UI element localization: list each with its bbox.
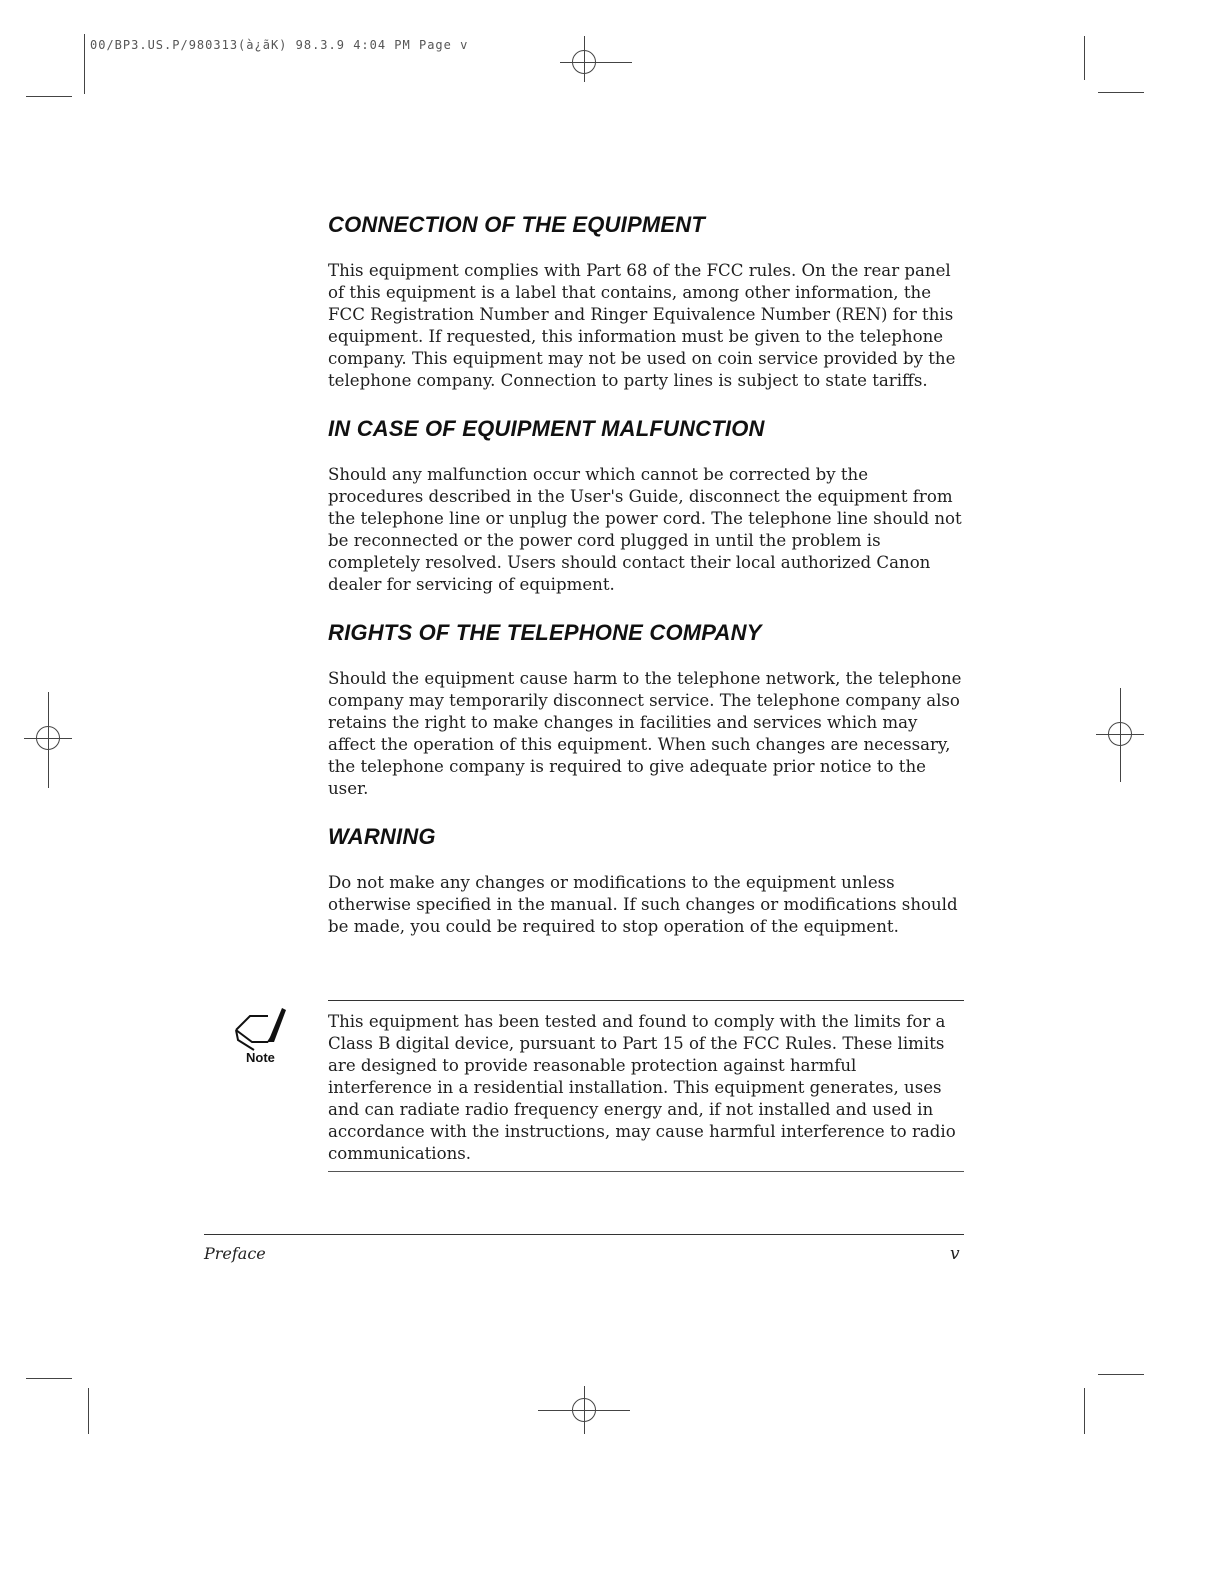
crop-mark-top-right-v	[1084, 36, 1085, 80]
crop-mark-bottom-right-h	[1098, 1374, 1144, 1375]
registration-mark-left	[36, 726, 60, 750]
note-label: Note	[246, 1050, 275, 1065]
crop-mark-bottom-right-v	[1084, 1388, 1085, 1434]
footer-rule	[204, 1234, 964, 1235]
registration-mark-bottom	[572, 1398, 596, 1422]
note-box	[328, 1000, 964, 1172]
registration-top-h	[560, 62, 632, 63]
section-heading-connection: CONNECTION OF THE EQUIPMENT	[328, 212, 705, 237]
slug-bar	[84, 34, 85, 94]
section-heading-malfunction: IN CASE OF EQUIPMENT MALFUNCTION	[328, 416, 765, 441]
registration-mark-right	[1108, 722, 1132, 746]
footer-page-number: v	[950, 1244, 960, 1264]
crop-mark-top-right-h	[1098, 92, 1144, 93]
section-body-connection: This equipment complies with Part 68 of the FCC rules. On the rear panel of this equipment is a label that contains, among other information, the FCC Registration Number and Ringer Equivalence Number (REN) for this equipment. If requested, this information must be given to the telephone company. This equipment may not be used on coin service provided by the telephone company. Connection to party lines is subject to state tariffs.	[328, 261, 956, 390]
section-body-warning: Do not make any changes or modifications to the equipment unless otherwise specified in the manual. If such changes or modifications should be made, you could be required to stop operation of the equipment.	[328, 873, 958, 936]
crop-mark-top-left	[26, 96, 72, 97]
footer-section-name: Preface	[204, 1244, 266, 1263]
section-body-malfunction: Should any malfunction occur which cannot be corrected by the procedures described in the User's Guide, disconnect the equipment from the telephone line or unplug the power cord. The telephone line should not be reconnected or the power cord plugged in until the problem is completely resolved. Users should contact their local authorized Canon dealer for servicing of equipment.	[328, 465, 962, 594]
section-heading-rights: RIGHTS OF THE TELEPHONE COMPANY	[328, 620, 762, 645]
section-heading-warning: WARNING	[328, 824, 436, 849]
section-body-rights: Should the equipment cause harm to the telephone network, the telephone company may temporarily disconnect service. The telephone company also retains the right to make changes in facilities and services which may affect the operation of this equipment. When such changes are necessary, the telephone company is required to give adequate prior notice to the user.	[328, 669, 962, 798]
printer-slug: 00/BP3.US.P/980313(à¿ãK) 98.3.9 4:04 PM Page v	[90, 38, 469, 52]
main-content	[328, 212, 964, 962]
note-body: This equipment has been tested and found to comply with the limits for a Class B digital device, pursuant to Part 15 of the FCC Rules. These limits are designed to provide reasonable protection against harmful interference in a residential installation. This equipment generates, uses and can radiate radio frequency energy and, if not installed and used in accordance with the instructions, may cause harmful interference to radio communications.	[328, 1012, 956, 1163]
crop-mark-bottom-left-h	[26, 1378, 72, 1379]
registration-mark-top	[572, 50, 596, 74]
crop-mark-bottom-left-v	[88, 1388, 89, 1434]
